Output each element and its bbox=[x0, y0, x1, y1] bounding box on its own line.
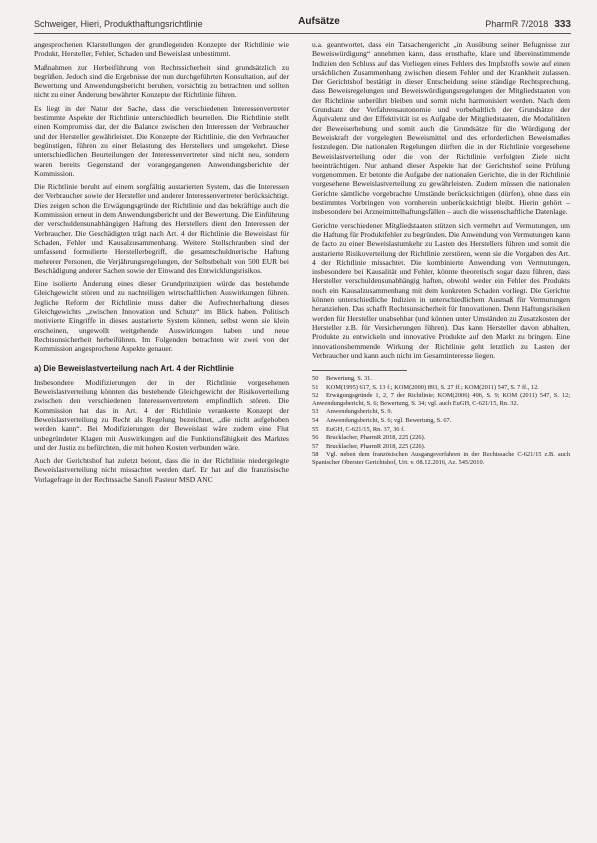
paragraph: Insbesondere Modifizierungen der in der Richtlinie vorgesehenen Beweislastverteilung könnten das bestehende Gleichgewicht der Risikoverteilung zwischen den verschiedenen Interessenvertretern empfindlich stören. Die Kommission hat das in Art. 4 der Richtlinie verankerte Konzept der Beweislastverteilung zu Recht als Regelung bezeichnet, „die nicht aufgehoben werden kann“. Bei Modifizierungen der Beweislast wäre zudem eine Flut unbegründeter Klagen mit Auswirkungen auf die Funktionsfähigkeit des Marktes und der Justiz zu befürchten, die mit hohen Kosten verbunden wäre. bbox=[34, 377, 289, 452]
paragraph: Maßnahmen zur Herbeiführung von Rechtssicherheit sind grundsätzlich zu begrüßen. Jedoch sind die Ergebnisse der nun durchgeführten Konsultation, auf der Bewertung und Anwendungsbericht beruhen, vorsichtig zu betrachten und sollten nicht zu einer Änderung bewährter Konzepte der Richtlinie führen. bbox=[34, 62, 289, 100]
footnote: 57 Brucklacher, PharmR 2018, 225 (226). bbox=[312, 442, 426, 450]
paragraph: u.a. geantwortet, dass ein Tatsachengericht „in Ausübung seiner Befugnisse zur Beweiswürdigung“ annehmen kann, dass ernsthafte, klare und übereinstimmende Indizien den Schluss auf das Vorliegen eines Fehlers des Impfstoffs sowie auf einen ursächlichen Zusammenhang zwischen diesem Fehler und der Krankheit zulassen. Der Gerichtshof bestätigt in dieser Entscheidung seine ständige Rechtsprechung, dass Beweisregelungen und Beweiswürdigungsregelungen der Mitgliedstaaten von der Richtlinie unberührt bleiben und somit nicht harmonisiert werden. Nach dem Grundsatz der Verfahrensautonomie und vorbehaltlich der Grundsätze der Äquivalenz und der Effektivität ist es Aufgabe der Mitgliedstaaten, die Modalitäten der Beweiserhebung und somit auch die Grundsätze für die Würdigung der Beweiskraft der vorgelegten Beweismittel und des erforderlichen Beweismaßes festzulegen. Die nationalen Regelungen dürften die in der Richtlinie vorgesehene Beweislastverteilung oder die von der Richtlinie verfolgten Ziele nicht beeinträchtigen. Nur anhand dieser Aspekte hat der Gerichtshof seine Prüfung vorgenommen. Er betonte die Aufgabe der nationalen Gerichte, die in der Richtlinie vorgesehene Beweislastverteilung zu gewährleisten. Zudem müssen die nationalen Gerichte sämtliche vorgebrachte Umstände berücksichtigen (dürfen), ohne dass ein bestimmtes Vorbringen von vornherein unberücksichtigt bleibt. Hierin gehört – insbesondere bei Arzneimittelhaftungsfällen – auch die wissenschaftliche Datenlage. bbox=[312, 40, 570, 217]
footnote: 52 Erwägungsgründe 1, 2, 7 der Richtlinie; KOM(2006) 496, S. 9; KOM (2011) 547, S. 12; Anwendungsbericht, S. 6; Bewertung, S. 34; vgl. auch EuGH, C-621/15, Rn. 32. bbox=[312, 392, 570, 407]
paragraph: Eine isolierte Änderung eines dieser Grundprinzipien würde das bestehende Gleichgewicht stören und zu nachteiligen wirtschaftlichen Auswirkungen führen. Jegliche Reform der Richtlinie muss daher die Aufrechterhaltung dieses Gleichgewichts „zwischen Innovation und Schutz“ im Blick haben. Politisch motivierte Eingriffe in dieses austarierte System können, selbst wenn sie klein erscheinen, ungewollt weitgehende Auswirkungen haben und neue Rechtsunsicherheit herbeiführen. Im Folgenden betrachten wir zwei von der Kommission angesprochene Aspekte genauer. bbox=[34, 279, 289, 354]
footnote-rule bbox=[312, 370, 407, 371]
footnote: 55 EuGH, C-621/15, Rn. 37, 36 f. bbox=[312, 425, 405, 433]
paragraph: Gerichte verschiedener Mitgliedstaaten stützen sich vermehrt auf Vermutungen, um die Haftung für Produktfehler zu begründen. Die Anwendung von Vermutungen kann de facto zu einer Beweislastumkehr zu Lasten des Herstellers führen und somit die austarierte Risikoverteilung der Richtlinie zerstören, wenn sie die Vorgaben des Art. 4 der Richtlinie missachtet. Die kombinierte Anwendung von Vermutungen, insbesondere bei Kausalität und Fehler, könnte theoretisch sogar dazu führen, dass Hersteller verschuldensunabhängig haften, obwohl weder ein Fehler des Produkts noch ein Kausalzusammenhang mit dem konkreten Schaden vorliegt. Die Gerichte können unterschiedliche Indizien in unterschiedlichem Ausmaß für Vermutungen heranziehen. Das schafft Rechtsunsicherheit für Innovationen. Denn Haftungsrisiken werden für Hersteller unabsehbar (und können unter Umständen zu Zusatzkosten der Hersteller z.B. für Versicherungen führen). Das kann Hersteller davon abhalten, Produkte zu entwickeln und innovative Produkte auf den Markt zu bringen. Eine innovationshemmende Wirkung der Richtlinie geht letztlich zu Lasten der Verbraucher und kann auch nicht im Gesamtinteresse liegen. bbox=[312, 220, 570, 360]
footnote: 51 KOM(1995) 617, S. 13 f.; KOM(2000) 893, S. 27 ff.; KOM(2011) 547, S. 7 ff., 12. bbox=[312, 383, 539, 391]
section-heading: a) Die Beweislastverteilung nach Art. 4 der Richtlinie bbox=[34, 363, 234, 373]
journal-name: PharmR 7/2018 bbox=[485, 19, 549, 29]
paragraph: Auch der Gerichtshof hat zuletzt betont, dass die in der Richtlinie niedergelegte Beweislastverteilung nicht missachtet werden darf. Er hat auf die französische Vorlagefrage in der Rechtssache Sanofi Pasteur MSD ANC bbox=[34, 456, 289, 484]
footnotes bbox=[312, 375, 570, 467]
paragraph: Die Richtlinie beruht auf einem sorgfältig austarierten System, das die Interessen der Verbraucher sowie der Hersteller und anderer Interessenvertreter berücksichtigt. Dies zeigen schon die Erwägungsgründe der Richtlinie und das bekräftige auch die Kommission erneut in dem Anwendungsbericht und der Bewertung. Die Einführung der verschuldensunabhängigen Haftung des Herstellers dient den Interessen der Verbraucher. Die Geschädigten trägt nach Art. 4 der Richtlinie die Beweislast für Schaden, Fehler und Kausalzusammenhang. Weitere Stellschrauben sind der umfassend formulierte Herstellerbegriff, die gesamtschuldnerische Haftung mehrerer Personen, die Verjährungsregelungen, der Selbstbehalt von 500 EUR bei Beschädigung anderer Sachen sowie der Einwand des Entwicklungsrisikos. bbox=[34, 182, 289, 275]
running-title: Schweiger, Hieri, Produkthaftungsrichtlinie bbox=[34, 19, 203, 29]
footnote: 53 Anwendungsbericht, S. 9. bbox=[312, 408, 393, 416]
footnote: 56 Brucklacher, PharmR 2018, 225 (226). bbox=[312, 434, 426, 442]
left-column bbox=[34, 40, 289, 488]
paragraph: Es liegt in der Natur der Sache, dass die verschiedenen Interessenvertreter bestimmte Aspekte der Richtlinie unterschiedlich beurteilen. Die Richtlinie stellt einen Kompromiss dar, der die Balance zwischen den Interessen der Verbraucher und der Hersteller gewährleistet. Die Konzepte der Richtlinie, die den Verbraucher begünstigen, führen zu einer Belastung des Herstellers und umgekehrt. Diese unterschiedlichen Beurteilungen der Interessenvertreter sind nicht neu, sondern waren bereits Gegenstand der vorangegangenen Anwendungsberichte der Kommission. bbox=[34, 103, 289, 178]
footnote: 58 Vgl. neben dem französischen Ausgangsverfahren in der Rechtssache C-621/15 z.B. auch Spanischer Oberster Gerichtshof, Urt. v. 08.12.2016, Az. 545/2010. bbox=[312, 451, 570, 467]
page-header bbox=[34, 16, 571, 32]
footnote: 50 Bewertung, S. 31. bbox=[312, 375, 372, 383]
footnote: 54 Anwendungsbericht, S. 6; vgl. Bewertung, S. 67. bbox=[312, 417, 452, 425]
journal-issue bbox=[485, 19, 571, 30]
section-title: Aufsätze bbox=[298, 16, 340, 27]
right-column bbox=[312, 40, 570, 468]
header-rule bbox=[34, 33, 571, 34]
page-number: 333 bbox=[554, 19, 571, 30]
paragraph: angesprochenen Klarstellungen der grundlegenden Konzepte der Richtlinie wie Produkt, Hersteller, Fehler, Schaden und Beweislast unbestimmt. bbox=[34, 40, 289, 59]
